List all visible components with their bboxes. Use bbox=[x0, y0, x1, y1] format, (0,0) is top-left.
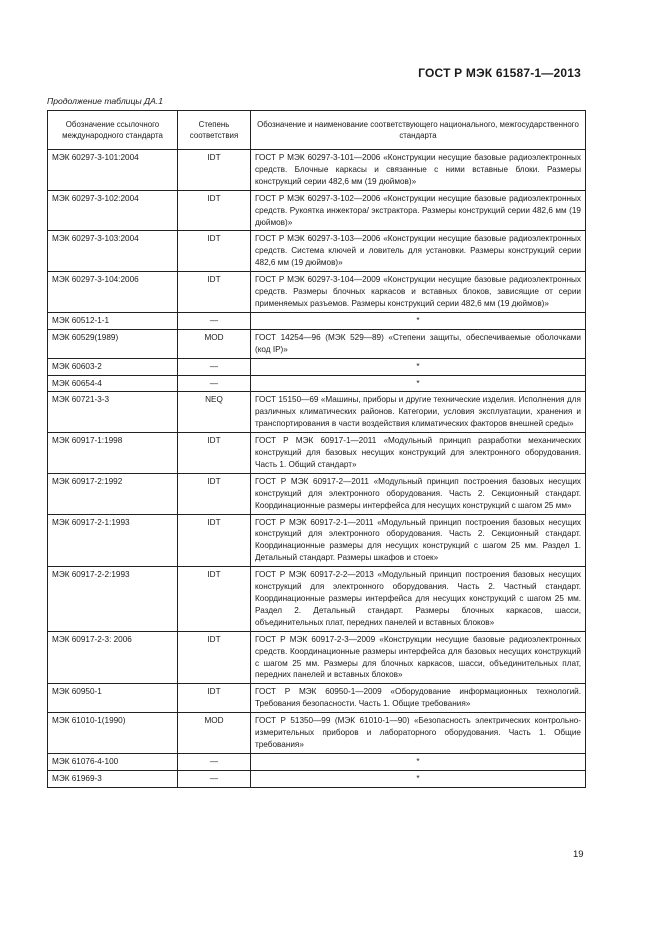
ref-standard-cell: МЭК 60917-1:1998 bbox=[48, 433, 178, 474]
national-standard-cell: ГОСТ Р МЭК 60950-1—2009 «Оборудование информационных технологий. Требования безопасности. Часть 1. Общие требования» bbox=[251, 684, 586, 713]
table-row bbox=[48, 375, 586, 392]
national-standard-cell: ГОСТ 14254—96 (МЭК 529—89) «Степени защиты, обеспечиваемые оболочками (код IP)» bbox=[251, 329, 586, 358]
ref-standard-cell: МЭК 60603-2 bbox=[48, 358, 178, 375]
header-ref-standard: Обозначение ссылочного международного стандарта bbox=[48, 111, 178, 150]
ref-standard-cell: МЭК 60512-1-1 bbox=[48, 312, 178, 329]
national-standard-cell: ГОСТ Р МЭК 60297-3-104—2009 «Конструкции несущие базовые радиоэлектронных средств. Размеры блочных каркасов и вставных блоков, зависящие от серии применяемых разъемов. Размеры конструкций серии 482,6 мм (19 дюймов)» bbox=[251, 272, 586, 313]
ref-standard-cell: МЭК 60297-3-101:2004 bbox=[48, 150, 178, 191]
national-standard-cell: ГОСТ Р МЭК 60297-3-101—2006 «Конструкции несущие базовые радиоэлектронных средств. Блочные каркасы и связанные с ними вставные блоки. Размеры конструкций серии 482,6 мм (19 дюймов)» bbox=[251, 150, 586, 191]
ref-standard-cell: МЭК 60917-2:1992 bbox=[48, 473, 178, 514]
table-row bbox=[48, 329, 586, 358]
table-header-row bbox=[48, 111, 586, 150]
degree-cell: IDT bbox=[178, 150, 251, 191]
degree-cell: NEQ bbox=[178, 392, 251, 433]
degree-cell: IDT bbox=[178, 231, 251, 272]
national-standard-cell: * bbox=[251, 358, 586, 375]
table-row bbox=[48, 567, 586, 632]
national-standard-cell: ГОСТ Р МЭК 60917-2-3—2009 «Конструкции несущие базовые радиоэлектронных средств. Координационные размеры интерфейса для базовых несущих конструкций с шагом 25 мм. Размеры для блочных каркасов, шасси, объединительных плат, передних панелей и вставных блоков» bbox=[251, 631, 586, 684]
national-standard-cell: ГОСТ Р 51350—99 (МЭК 61010-1—90) «Безопасность электрических контрольно-измерительных приборов и лабораторного оборудования. Часть 1. Общие требования» bbox=[251, 713, 586, 754]
degree-cell: IDT bbox=[178, 684, 251, 713]
degree-cell: — bbox=[178, 375, 251, 392]
table-row bbox=[48, 770, 586, 787]
table-row bbox=[48, 514, 586, 567]
ref-standard-cell: МЭК 60297-3-104:2006 bbox=[48, 272, 178, 313]
table-row bbox=[48, 190, 586, 231]
degree-cell: — bbox=[178, 312, 251, 329]
national-standard-cell: * bbox=[251, 770, 586, 787]
table-row bbox=[48, 231, 586, 272]
degree-cell: IDT bbox=[178, 433, 251, 474]
table-row bbox=[48, 312, 586, 329]
ref-standard-cell: МЭК 60917-2-3: 2006 bbox=[48, 631, 178, 684]
table-row bbox=[48, 358, 586, 375]
degree-cell: MOD bbox=[178, 329, 251, 358]
page-number: 19 bbox=[573, 849, 584, 860]
ref-standard-cell: МЭК 60917-2-2:1993 bbox=[48, 567, 178, 632]
ref-standard-cell: МЭК 60654-4 bbox=[48, 375, 178, 392]
national-standard-cell: * bbox=[251, 312, 586, 329]
ref-standard-cell: МЭК 60917-2-1:1993 bbox=[48, 514, 178, 567]
ref-standard-cell: МЭК 60950-1 bbox=[48, 684, 178, 713]
ref-standard-cell: МЭК 61010-1(1990) bbox=[48, 713, 178, 754]
degree-cell: IDT bbox=[178, 190, 251, 231]
degree-cell: — bbox=[178, 753, 251, 770]
document-code: ГОСТ Р МЭК 61587-1—2013 bbox=[418, 66, 581, 80]
degree-cell: IDT bbox=[178, 567, 251, 632]
header-degree: Степень соответствия bbox=[178, 111, 251, 150]
national-standard-cell: ГОСТ Р МЭК 60917-1—2011 «Модульный принцип разработки механических конструкций для базовых несущих конструкций для электронного оборудования. Часть 1. Общий стандарт» bbox=[251, 433, 586, 474]
degree-cell: IDT bbox=[178, 473, 251, 514]
ref-standard-cell: МЭК 60297-3-103:2004 bbox=[48, 231, 178, 272]
national-standard-cell: ГОСТ Р МЭК 60297-3-102—2006 «Конструкции несущие базовые радиоэлектронных средств. Рукоятка инжектора/ экстрактора. Размеры конструкций серии 482,6 мм (19 дюймов)» bbox=[251, 190, 586, 231]
table-row bbox=[48, 631, 586, 684]
national-standard-cell: * bbox=[251, 753, 586, 770]
national-standard-cell: * bbox=[251, 375, 586, 392]
degree-cell: IDT bbox=[178, 514, 251, 567]
ref-standard-cell: МЭК 60721-3-3 bbox=[48, 392, 178, 433]
table-row bbox=[48, 473, 586, 514]
table-row bbox=[48, 753, 586, 770]
header-national-standard: Обозначение и наименование соответствующего национального, межгосударственного стандарта bbox=[251, 111, 586, 150]
standards-table bbox=[47, 110, 586, 788]
table-row bbox=[48, 433, 586, 474]
degree-cell: MOD bbox=[178, 713, 251, 754]
degree-cell: — bbox=[178, 770, 251, 787]
ref-standard-cell: МЭК 61969-3 bbox=[48, 770, 178, 787]
national-standard-cell: ГОСТ Р МЭК 60297-3-103—2006 «Конструкции несущие базовые радиоэлектронных средств. Система ключей и ловитель для установки. Размеры конструкций серии 482,6 мм (19 дюймов)» bbox=[251, 231, 586, 272]
national-standard-cell: ГОСТ Р МЭК 60917-2-2—2013 «Модульный принцип построения базовых несущих конструкций для электронного оборудования. Часть 2. Частный стандарт. Координационные размеры интерфейса для несущих конструкций с шагом 25 мм. Раздел 2. Детальный стандарт. Размеры блочных каркасов, шасси, объединительных плат, передних панелей и вставных блоков» bbox=[251, 567, 586, 632]
national-standard-cell: ГОСТ 15150—69 «Машины, приборы и другие технические изделия. Исполнения для различных климатических районов. Категории, условия эксплуатации, хранения и транспортирования в части воздействия климатических факторов внешней среды» bbox=[251, 392, 586, 433]
table-caption: Продолжение таблицы ДА.1 bbox=[47, 96, 164, 106]
table-row bbox=[48, 392, 586, 433]
table-row bbox=[48, 150, 586, 191]
degree-cell: IDT bbox=[178, 272, 251, 313]
degree-cell: IDT bbox=[178, 631, 251, 684]
ref-standard-cell: МЭК 60297-3-102:2004 bbox=[48, 190, 178, 231]
degree-cell: — bbox=[178, 358, 251, 375]
table-row bbox=[48, 684, 586, 713]
national-standard-cell: ГОСТ Р МЭК 60917-2-1—2011 «Модульный принцип построения базовых несущих конструкций для электронного оборудования. Часть 2. Секционный стандарт. Координационные размеры для несущих конструкций с шагом 25 мм. Раздел 1. Детальный стандарт. Размеры шкафов и стоек» bbox=[251, 514, 586, 567]
table-row bbox=[48, 272, 586, 313]
ref-standard-cell: МЭК 60529(1989) bbox=[48, 329, 178, 358]
national-standard-cell: ГОСТ Р МЭК 60917-2—2011 «Модульный принцип построения базовых несущих конструкций для электронного оборудования. Часть 2. Секционный стандарт. Координационные размеры интерфейса для несущих конструкций с шагом 25 мм» bbox=[251, 473, 586, 514]
ref-standard-cell: МЭК 61076-4-100 bbox=[48, 753, 178, 770]
table-row bbox=[48, 713, 586, 754]
